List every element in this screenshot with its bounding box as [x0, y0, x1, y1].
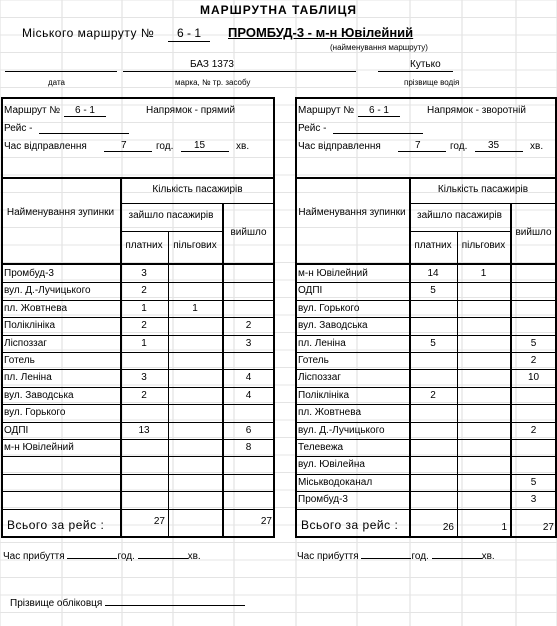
left-row-paid: 3 — [141, 372, 147, 384]
right-route-text: Маршрут № — [298, 105, 355, 116]
left-route-text: Маршрут № — [4, 105, 61, 116]
left-row-line — [1, 439, 275, 440]
left-row-line — [1, 300, 275, 301]
right-border-top — [295, 97, 557, 99]
left-head-boarded: зайшло пасажирів — [128, 210, 214, 221]
route-name: ПРОМБУД-3 - м-н Ювілейний — [228, 25, 414, 40]
left-row-priv: 1 — [192, 302, 198, 314]
left-row-paid: 13 — [138, 424, 150, 436]
left-row-out: 8 — [245, 442, 252, 453]
right-head-priv: пільгових — [461, 240, 506, 251]
left-row-out: 6 — [245, 424, 252, 436]
left-row-paid: 1 — [141, 302, 147, 314]
left-row-out: 4 — [245, 372, 252, 384]
right-row-out: 10 — [527, 372, 540, 384]
right-col1 — [409, 177, 411, 538]
left-god: год. — [156, 141, 174, 152]
right-route-num: 6 - 1 — [358, 105, 400, 117]
right-row-line — [295, 439, 557, 440]
right-trip: Рейс - — [298, 123, 327, 134]
left-row-line — [1, 317, 275, 318]
driver-line — [378, 71, 453, 72]
right-row-stop: вул. Горького — [298, 302, 360, 314]
left-row-line — [1, 474, 275, 475]
left-row-line — [1, 335, 275, 336]
date-line — [5, 71, 117, 72]
right-row-stop: вул. Заводська — [298, 320, 368, 332]
left-head-bottom — [1, 263, 275, 265]
left-row-line — [1, 422, 275, 423]
right-row-line — [295, 474, 557, 475]
right-row-stop: Ліспоззаг — [298, 372, 341, 384]
caption-bus: марка, № тр. засобу — [175, 78, 251, 87]
left-row-paid: 2 — [141, 320, 147, 332]
right-row-line — [295, 422, 557, 423]
right-row-stop: Готель — [298, 355, 329, 366]
left-direction: Напрямок - прямий — [146, 105, 236, 116]
left-row-paid: 2 — [141, 389, 147, 401]
right-border-bottom — [295, 536, 557, 538]
right-row-out: 5 — [530, 476, 537, 488]
left-head-priv: пільгових — [173, 240, 217, 251]
right-row-stop: ОДПІ — [298, 285, 323, 297]
left-row-out: 2 — [245, 320, 252, 332]
right-total-paid: 26 — [442, 521, 454, 533]
left-row-line — [1, 491, 275, 492]
left-col1 — [120, 177, 122, 538]
right-row-stop: вул. Д.-Лучицького — [298, 424, 385, 436]
route-name-caption: (найменування маршруту) — [330, 43, 428, 52]
right-row-line — [295, 491, 557, 492]
right-arrival-label: Час прибуття — [297, 551, 359, 562]
right-row-stop: Промбуд-3 — [298, 494, 348, 506]
left-row-stop: пл. Леніна — [4, 372, 52, 384]
right-head-stop: Найменування зупинки — [298, 207, 406, 218]
right-row-line — [295, 404, 557, 405]
right-direction: Напрямок - зворотній — [427, 105, 526, 116]
right-row-paid: 14 — [427, 268, 439, 279]
right-hv: хв. — [530, 141, 544, 152]
left-total-paid: 27 — [153, 515, 165, 527]
left-row-stop: пл. Жовтнева — [4, 302, 68, 314]
right-row-line — [295, 369, 557, 370]
right-arrival — [297, 551, 495, 562]
right-row-stop: Поліклініка — [298, 389, 350, 401]
right-hour-line — [398, 151, 446, 152]
left-depart-label: Час відправлення — [4, 141, 87, 152]
right-depart-min: 35 — [488, 140, 500, 151]
right-god: год. — [450, 141, 468, 152]
left-head-sub — [120, 231, 222, 232]
right-row-stop: вул. Ювілейна — [298, 459, 365, 471]
right-row-line — [295, 352, 557, 353]
right-total-label: Всього за рейс : — [301, 517, 399, 532]
right-trip-line — [333, 133, 423, 134]
left-row-line — [1, 509, 275, 510]
left-row-out: 3 — [245, 337, 252, 349]
left-min-line — [181, 151, 229, 152]
left-row-line — [1, 404, 275, 405]
left-row-stop: Поліклініка — [4, 320, 56, 332]
left-head-paid: платних — [125, 240, 163, 251]
right-row-out: 5 — [530, 337, 537, 349]
right-row-line — [295, 282, 557, 283]
right-row-paid: 2 — [430, 389, 436, 401]
right-head-boarded: зайшло пасажирів — [417, 210, 502, 221]
right-row-stop: м-н Ювілейний — [298, 268, 368, 279]
left-row-stop: Ліспоззаг — [4, 337, 47, 349]
left-row-paid: 1 — [141, 337, 147, 349]
accountant — [10, 598, 245, 609]
bus-value: БАЗ 1373 — [190, 59, 234, 70]
right-head-exited: вийшло — [515, 227, 552, 238]
bus-line — [123, 71, 356, 72]
left-row-stop: вул. Заводська — [4, 389, 74, 401]
left-row-paid: 3 — [141, 268, 147, 279]
left-border-bottom — [1, 536, 275, 538]
left-row-stop: м-н Ювілейний — [4, 442, 74, 453]
driver-value: Кутько — [410, 59, 441, 70]
left-row-line — [1, 282, 275, 283]
left-head-stop: Найменування зупинки — [6, 207, 115, 218]
right-row-stop: Телевежа — [298, 442, 344, 453]
left-row-line — [1, 456, 275, 457]
route-label: Міського маршруту № — [22, 26, 155, 40]
left-head-passengers: Кількість пасажирів — [152, 184, 243, 195]
left-row-line — [1, 352, 275, 353]
right-row-stop: пл. Жовтнева — [298, 407, 362, 419]
left-row-stop: вул. Д.-Лучицького — [4, 285, 91, 297]
left-row-stop: Готель — [4, 355, 35, 366]
right-depart-hour: 7 — [415, 140, 421, 151]
right-total-priv: 1 — [501, 521, 507, 533]
right-row-line — [295, 317, 557, 318]
caption-date: дата — [48, 78, 65, 87]
right-head-passengers: Кількість пасажирів — [437, 184, 529, 195]
right-head-mid — [409, 203, 557, 204]
left-head-exited: вийшло — [230, 227, 267, 238]
right-row-out: 2 — [530, 355, 537, 366]
left-total-label: Всього за рейс : — [7, 517, 105, 532]
right-total-out: 27 — [542, 521, 554, 533]
left-row-paid: 2 — [141, 285, 147, 297]
page-title: МАРШРУТНА ТАБЛИЦЯ — [199, 3, 358, 17]
left-arrival-label: Час прибуття — [3, 551, 65, 562]
right-min-line — [475, 151, 523, 152]
right-head-paid: платних — [414, 240, 452, 251]
left-trip: Рейс - — [4, 123, 33, 134]
left-head-mid — [120, 203, 275, 204]
left-row-out: 4 — [245, 389, 252, 401]
right-row-stop: пл. Леніна — [298, 337, 346, 349]
right-head-top — [295, 177, 557, 179]
left-trip-line — [39, 133, 129, 134]
right-row-out: 3 — [530, 494, 537, 506]
left-arrival-hv: хв. — [187, 551, 201, 562]
left-hv: хв. — [236, 141, 250, 152]
left-arrival-god: год. — [117, 551, 135, 562]
right-row-line — [295, 509, 557, 510]
route-number: 6 - 1 — [168, 26, 210, 42]
right-head-bottom — [295, 263, 557, 265]
left-row-stop: ОДПІ — [4, 424, 29, 436]
left-row-stop: Промбуд-3 — [4, 268, 54, 279]
left-hour-line — [104, 151, 152, 152]
left-row-line — [1, 387, 275, 388]
left-border-top — [1, 97, 275, 99]
right-arrival-god: год. — [411, 551, 429, 562]
right-row-line — [295, 387, 557, 388]
caption-driver: прізвище водія — [404, 78, 460, 87]
right-row-line — [295, 335, 557, 336]
left-total-out: 27 — [260, 515, 272, 527]
left-row-line — [1, 369, 275, 370]
left-row-stop: вул. Горького — [4, 407, 66, 419]
right-row-priv: 1 — [480, 268, 487, 279]
accountant-label: Прізвище обліковця — [10, 598, 103, 609]
right-row-line — [295, 300, 557, 301]
left-depart-hour: 7 — [121, 140, 127, 151]
right-row-line — [295, 456, 557, 457]
right-row-paid: 5 — [430, 337, 436, 349]
right-row-paid: 5 — [430, 285, 436, 297]
left-route-num: 6 - 1 — [64, 105, 106, 117]
left-head-top — [1, 177, 275, 179]
right-head-sub — [409, 231, 510, 232]
right-row-out: 2 — [530, 424, 537, 436]
left-depart-min: 15 — [194, 140, 206, 151]
right-row-stop: Міськводоканал — [298, 476, 373, 488]
right-arrival-hv: хв. — [481, 551, 495, 562]
right-depart-label: Час відправлення — [298, 141, 381, 152]
left-arrival — [3, 551, 201, 562]
